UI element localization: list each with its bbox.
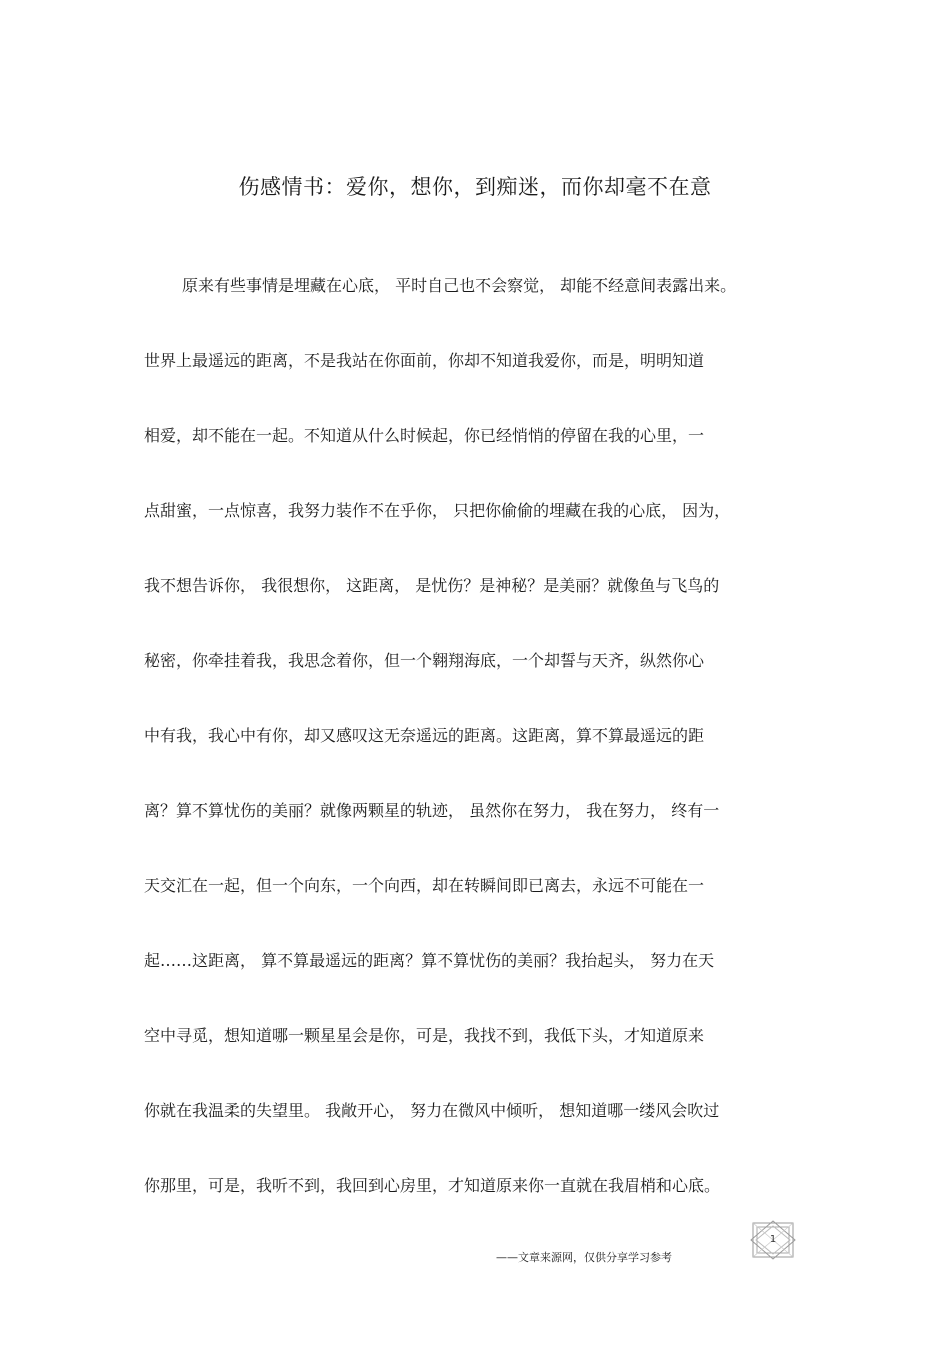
paragraph-line: 相爱，却不能在一起。不知道从什么时候起，你已经悄悄的停留在我的心里，一 [144, 426, 705, 445]
paragraph-line: 秘密，你牵挂着我，我思念着你，但一个翱翔海底，一个却誓与天齐，纵然你心 [144, 651, 705, 670]
page-number-badge [748, 1220, 798, 1260]
paragraph-line: 天交汇在一起，但一个向东，一个向西，却在转瞬间即已离去，永远不可能在一 [144, 876, 705, 895]
paragraph-line: 起……这距离， 算不算最遥远的距离？算不算忧伤的美丽？我抬起头， 努力在天 [144, 951, 715, 970]
paragraph-line: 离？算不算忧伤的美丽？就像两颗星的轨迹， 虽然你在努力， 我在努力， 终有一 [144, 801, 720, 820]
paragraph-line: 你那里，可是，我听不到，我回到心房里，才知道原来你一直就在我眉梢和心底。 [144, 1176, 721, 1195]
paragraph-line: 世界上最遥远的距离，不是我站在你面前，你却不知道我爱你，而是，明明知道 [144, 351, 705, 370]
source-note: ——文章来源网，仅供分享学习参考 [496, 1251, 672, 1264]
paragraph-line: 原来有些事情是埋藏在心底， 平时自己也不会察觉， 却能不经意间表露出来。 [182, 276, 737, 295]
page-title: 伤感情书：爱你，想你，到痴迷，而你却毫不在意 [238, 175, 712, 199]
paragraph-line: 点甜蜜，一点惊喜，我努力装作不在乎你， 只把你偷偷的埋藏在我的心底， 因为， [144, 501, 731, 520]
paragraph-line: 你就在我温柔的失望里。 我敞开心， 努力在微风中倾听， 想知道哪一缕风会吹过 [144, 1101, 720, 1120]
paragraph-line: 中有我，我心中有你，却又感叹这无奈遥远的距离。这距离，算不算最遥远的距 [144, 726, 705, 745]
paragraph-line: 空中寻觅，想知道哪一颗星星会是你，可是，我找不到，我低下头，才知道原来 [144, 1026, 705, 1045]
page-number: 1 [769, 1234, 777, 1245]
paragraph-line: 我不想告诉你， 我很想你， 这距离， 是忧伤？是神秘？是美丽？就像鱼与飞鸟的 [144, 576, 720, 595]
